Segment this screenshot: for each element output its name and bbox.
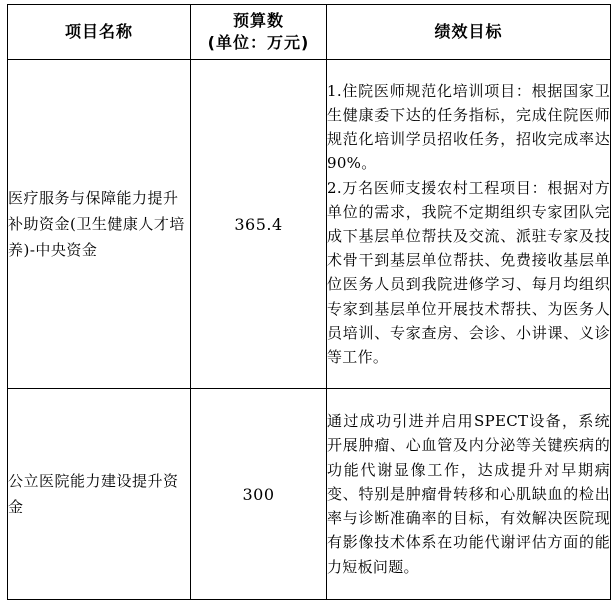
budget-cell: 365.4 [191, 60, 327, 389]
header-budget-unit: (单位：万元) [207, 33, 310, 52]
project-name-cell: 公立医院能力建设提升资金 [8, 389, 191, 600]
goal-paragraph: 通过成功引进并启用SPECT设备，系统开展肿瘤、心血管及内分泌等关键疾病的功能代谢显像工作，达成提升对早期病变、特别是肿瘤骨转移和心肌缺血的检出率与诊断准确率的目标，有效解决医院现有影像技术体系在功能代谢评估方面的能力短板问题。 [327, 412, 610, 576]
table-row [8, 389, 611, 600]
header-budget-title: 预算数 [232, 11, 284, 30]
goal-paragraph: 1.住院医师规范化培训项目：根据国家卫生健康委下达的任务指标，完成住院医师规范化培训学员招收任务，招收完成率达90%。 [327, 81, 610, 173]
table-row [8, 60, 611, 389]
budget-cell: 300 [191, 389, 327, 600]
table-header-row [8, 5, 611, 60]
goals-cell [327, 389, 611, 600]
budget-performance-table [7, 4, 611, 600]
project-name-cell: 医疗服务与保障能力提升补助资金(卫生健康人才培养)-中央资金 [8, 60, 191, 389]
header-budget [191, 5, 327, 60]
goals-cell [327, 60, 611, 389]
header-project-name: 项目名称 [8, 5, 191, 60]
header-goals: 绩效目标 [327, 5, 611, 60]
goal-paragraph: 2.万名医师支援农村工程项目：根据对方单位的需求，我院不定期组织专家团队完成下基层单位帮扶及交流、派驻专家及技术骨干到基层单位帮扶、免费接收基层单位医务人员到我院进修学习、每月均组织专家到基层单位开展技术帮扶、为医务人员培训、专家查房、会诊、小讲课、义诊等工作。 [327, 178, 610, 367]
